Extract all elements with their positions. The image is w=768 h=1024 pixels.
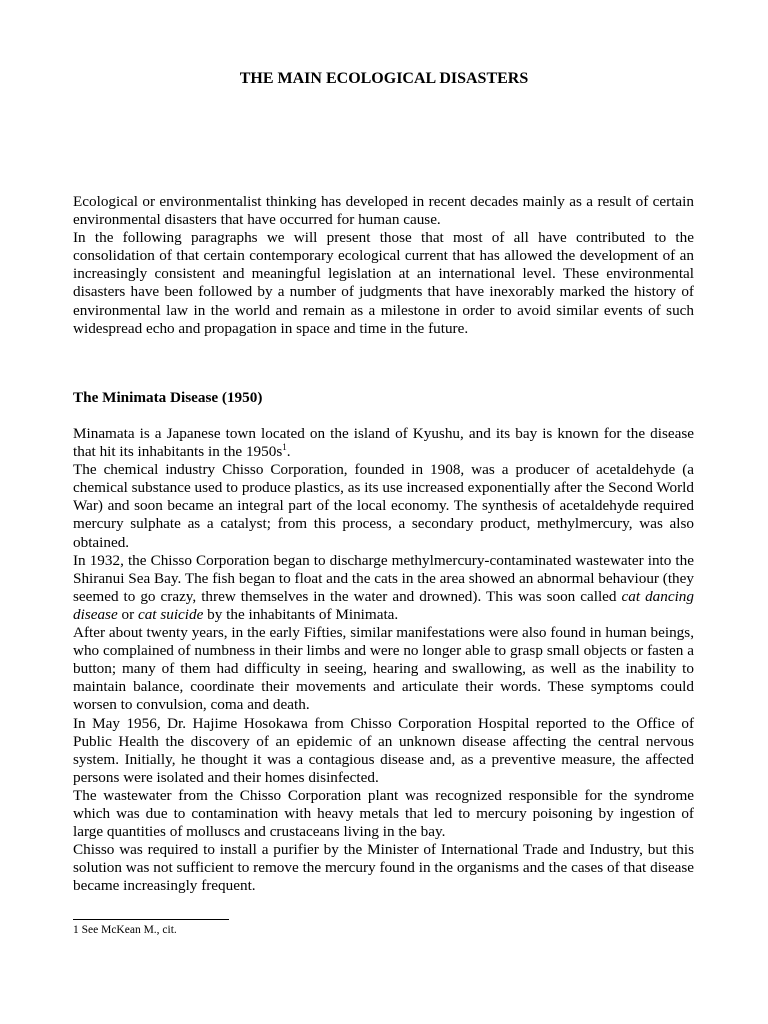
intro-paragraph-1: Ecological or environmentalist thinking has developed in recent decades mainly as a result of certain environmental disasters that have occurred for human cause. <box>73 193 694 229</box>
page-title: THE MAIN ECOLOGICAL DISASTERS <box>239 70 529 87</box>
paragraph-1-end: . <box>286 443 291 461</box>
intro-block <box>73 193 694 338</box>
intro-paragraph-2: In the following paragraphs we will present those that most of all have contributed to the consolidation of that certain contemporary ecological current that has allowed the development of an increasingly consistent and meaningful legislation at an international level. These environmental disasters have been followed by a number of judgments that have inexorably marked the history of environmental law in the world and remain as a milestone in order to avoid similar events of such widespread echo and propagation in space and time in the future. <box>73 229 694 337</box>
section-body <box>73 425 694 895</box>
section-paragraph-7: Chisso was required to install a purifier by the Minister of International Trade and Industry, but this solution was not sufficient to remove the mercury found in the organisms and the cases of that disease became increasingly frequent. <box>73 841 694 895</box>
section-paragraph-2: The chemical industry Chisso Corporation, founded in 1908, was a producer of acetaldehyde (a chemical substance used to produce plastics, as its use increased exponentially after the Second World War) and soon became an integral part of the local economy. The synthesis of acetaldehyde required mercury sulphate as a catalyst; from this process, a secondary product, methylmercury, was also obtained. <box>73 461 694 551</box>
section-paragraph-3 <box>73 552 694 624</box>
footnote-reference[interactable]: 1 <box>282 442 287 453</box>
footnote-text: 1 See McKean M., cit. <box>73 924 177 936</box>
section-paragraph-4: After about twenty years, in the early Fifties, similar manifestations were also found in human beings, who complained of numbness in their limbs and were no longer able to grasp small objects or fasten a button; many of them had difficulty in seeing, hearing and swallowing, as well as the inability to maintain balance, coordinate their movements and articulate their words. These symptoms could worsen to convulsion, coma and death. <box>73 624 694 714</box>
paragraph-1-text: Minamata is a Japanese town located on the island of Kyushu, and its bay is known for the disease that hit its inhabitants in the 1950s <box>73 425 694 461</box>
section-heading: The Minimata Disease (1950) <box>73 389 263 406</box>
paragraph-3-text-b: or <box>117 605 138 623</box>
section-paragraph-5: In May 1956, Dr. Hajime Hosokawa from Chisso Corporation Hospital reported to the Office of Public Health the discovery of an epidemic of an unknown disease affecting the central nervous system. Initially, he thought it was a contagious disease and, as a preventive measure, the affected persons were isolated and their homes disinfected. <box>73 714 694 786</box>
section-paragraph-1 <box>73 425 694 461</box>
emphasis-cat-suicide: cat suicide <box>137 605 204 623</box>
section-paragraph-6: The wastewater from the Chisso Corporation plant was recognized responsible for the syndrome which was due to contamination with heavy metals that led to mercury poisoning by ingestion of large quantities of molluscs and crustaceans living in the bay. <box>73 786 694 841</box>
paragraph-3-text-c: by the inhabitants of Minimata. <box>203 605 399 623</box>
paragraph-3-text-a: In 1932, the Chisso Corporation began to discharge methylmercury-contaminated wastewater into the Shiranui Sea Bay. The fish began to float and the cats in the area showed an abnormal behaviour (they seemed to go crazy, threw themselves in the water and drowned). This was soon called <box>73 551 694 605</box>
emphasis-cat-dancing-disease: cat dancing disease <box>73 587 694 623</box>
footnote-divider <box>73 919 229 920</box>
